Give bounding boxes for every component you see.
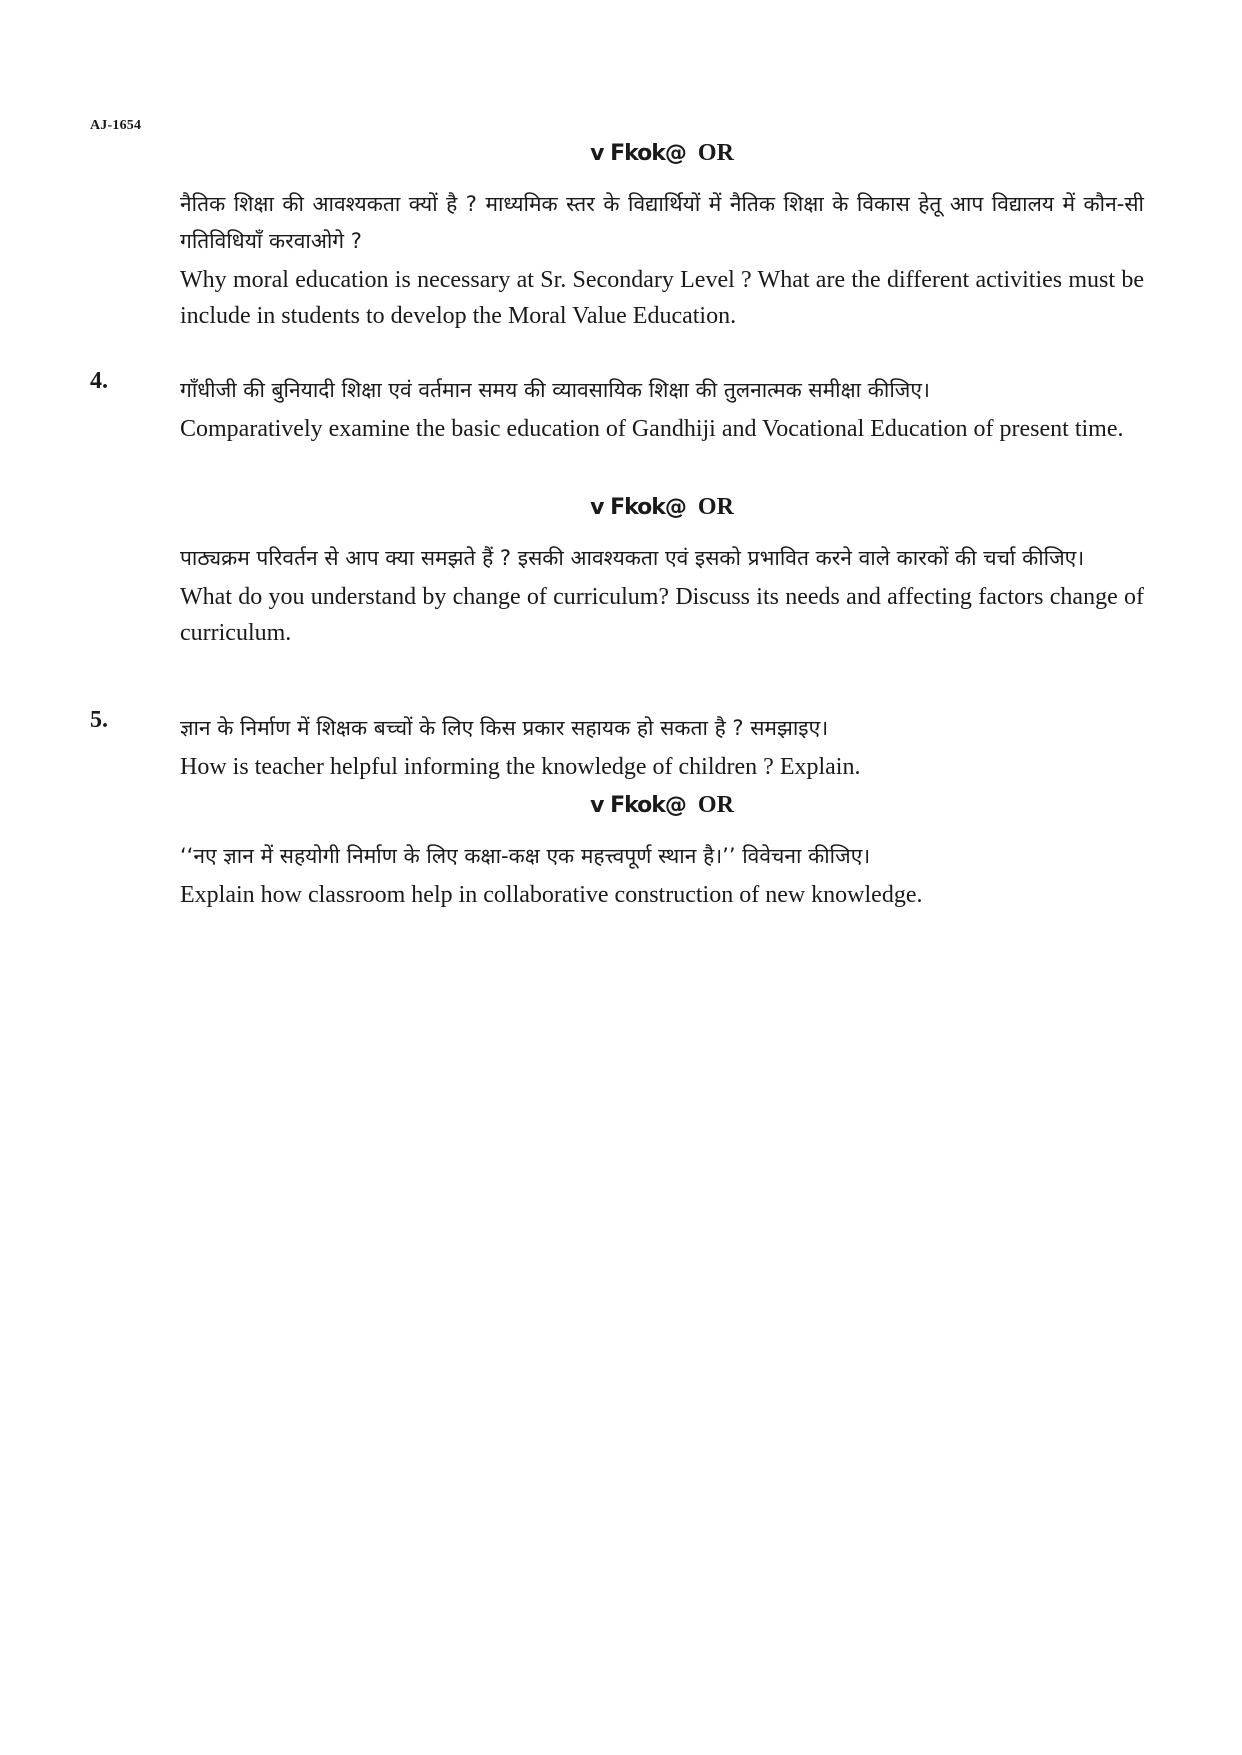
or-label-hindi: v Fkok@ — [590, 793, 686, 818]
or-label-english: OR — [697, 494, 734, 520]
question-english-text: Why moral education is necessary at Sr. Secondary Level ? What are the different activities must be include in students to develop the Moral Value Education. — [180, 267, 1144, 329]
question-4-alternative — [180, 540, 1144, 651]
question-hindi-text: पाठ्यक्रम परिवर्तन से आप क्या समझते हैं ? इसकी आवश्यकता एवं इसको प्रभावित करने वाले कारकों की चर्चा कीजिए। — [180, 546, 1085, 570]
or-label-hindi: v Fkok@ — [590, 141, 686, 166]
question-hindi-text: गाँधीजी की बुनियादी शिक्षा एवं वर्तमान समय की व्यावसायिक शिक्षा की तुलनात्मक समीक्षा कीजिए। — [180, 378, 930, 402]
question-5 — [180, 710, 1144, 785]
or-heading — [180, 140, 1144, 167]
question-hindi-text: ज्ञान के निर्माण में शिक्षक बच्चों के लिए किस प्रकार सहायक हो सकता है ? समझाइए। — [180, 716, 829, 740]
question-hindi-text: नैतिक शिक्षा की आवश्यकता क्यों है ? माध्यमिक स्तर के विद्यार्थियों में नैतिक शिक्षा के विकास हेतू आप विद्यालय में कौन-सी गतिविधियाँ करवाओगे ? — [180, 192, 1144, 253]
question-english-text: Comparatively examine the basic education of Gandhiji and Vocational Education of present time. — [180, 416, 1124, 442]
question-english-text: What do you understand by change of curriculum? Discuss its needs and affecting factors change of curriculum. — [180, 584, 1144, 646]
question-number: 5. — [90, 707, 108, 733]
question-english-text: How is teacher helpful informing the knowledge of children ? Explain. — [180, 754, 861, 780]
or-heading — [180, 792, 1144, 819]
question-5-alternative — [180, 838, 1144, 913]
or-label-hindi: v Fkok@ — [590, 495, 686, 520]
question-english-text: Explain how classroom help in collaborative construction of new knowledge. — [180, 882, 923, 908]
or-label-english: OR — [697, 792, 734, 818]
question-4 — [180, 372, 1144, 447]
paper-code: AJ-1654 — [90, 118, 142, 133]
question-number: 4. — [90, 368, 108, 394]
or-label-english: OR — [697, 140, 734, 166]
question-3-alternative — [180, 186, 1144, 334]
or-heading — [180, 494, 1144, 521]
question-hindi-text: ‘‘नए ज्ञान में सहयोगी निर्माण के लिए कक्षा-कक्ष एक महत्त्वपूर्ण स्थान है।’’ विवेचना कीजिए। — [180, 844, 871, 868]
